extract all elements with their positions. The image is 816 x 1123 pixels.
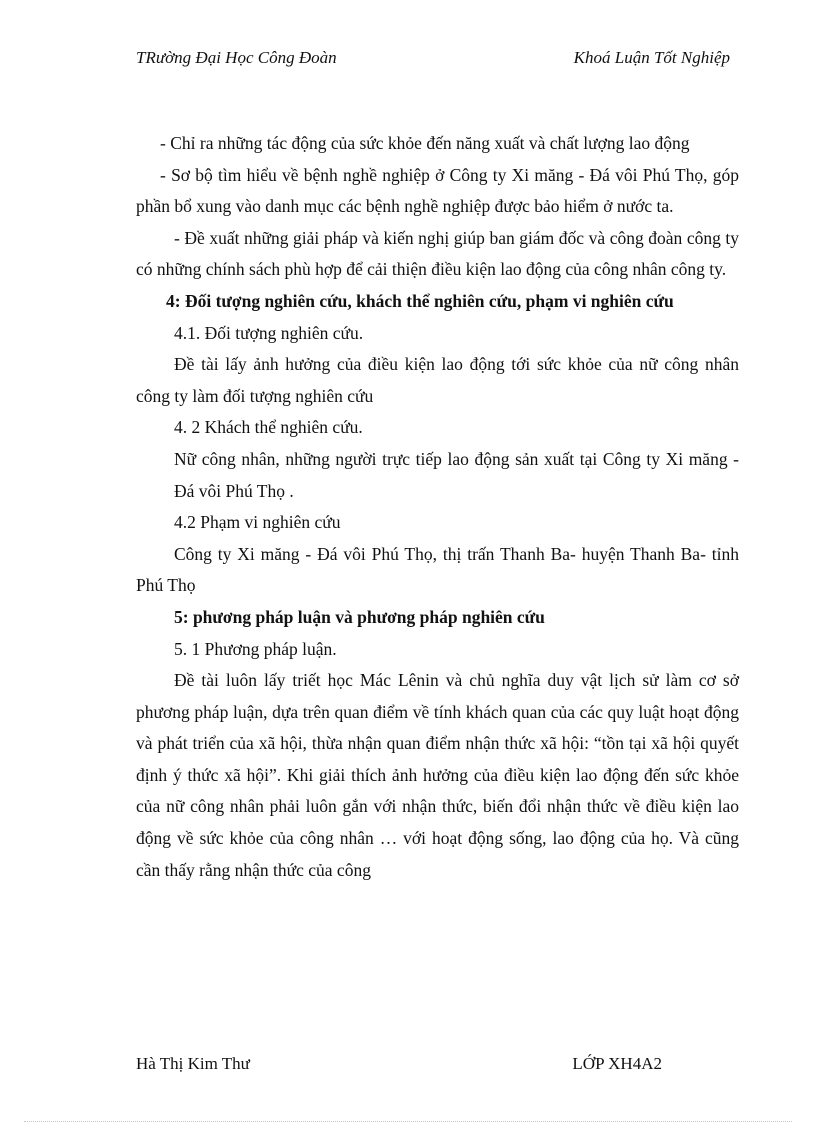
paragraph-4-1: Đề tài lấy ảnh hưởng của điều kiện lao động tới sức khỏe của nữ công nhân công ty làm đối tượng nghiên cứu bbox=[136, 354, 739, 406]
paragraph-proposals: - Đề xuất những giải pháp và kiến nghị giúp ban giám đốc và công đoàn công ty có những chính sách phù hợp để cải thiện điều kiện lao động của công nhân công ty. bbox=[136, 227, 739, 280]
page-footer bbox=[136, 1054, 662, 1078]
section-heading-4: 4: Đối tượng nghiên cứu, khách thể nghiên cứu, phạm vi nghiên cứu bbox=[166, 290, 674, 311]
subsection-4-1: 4.1. Đối tượng nghiên cứu. bbox=[174, 322, 364, 343]
subsection-4-2-scope: 4.2 Phạm vi nghiên cứu bbox=[174, 512, 341, 533]
page-header bbox=[136, 48, 730, 72]
subsection-5-1: 5. 1 Phương pháp luận. bbox=[174, 638, 337, 659]
paragraph-4-2-object: Nữ công nhân, những người trực tiếp lao động sản xuất tại Công ty Xi măng - Đá vôi Phú Thọ . bbox=[174, 448, 739, 501]
page-bottom-divider bbox=[24, 1121, 792, 1122]
paragraph-occupational-disease: - Sơ bộ tìm hiểu về bệnh nghề nghiệp ở Công ty Xi măng - Đá vôi Phú Thọ, góp phần bổ xung vào danh mục các bệnh nghề nghiệp được bảo hiểm ở nước ta. bbox=[136, 164, 739, 217]
header-university: TRường Đại Học Công Đoàn bbox=[136, 48, 337, 67]
paragraph-5-1: Đề tài luôn lấy triết học Mác Lênin và chủ nghĩa duy vật lịch sử làm cơ sở phương pháp luận, dựa trên quan điểm về tính khách quan của các quy luật hoạt động và phát triển của xã hội, thừa nhận quan điểm nhận thức xã hội: “tồn tại xã hội quyết định ý thức xã hội”. Khi giải thích ảnh hưởng của điều kiện lao động đến sức khỏe của nữ công nhân phải luôn gắn với nhận thức, biến đổi nhận thức về điều kiện lao động về sức khỏe của công nhân … với hoạt động sống, lao động của họ. Và cũng cần thấy rằng nhận thức của công bbox=[136, 670, 739, 880]
footer-class: LỚP XH4A2 bbox=[572, 1054, 662, 1073]
footer-author: Hà Thị Kim Thư bbox=[136, 1054, 250, 1073]
subsection-4-2-object: 4. 2 Khách thể nghiên cứu. bbox=[174, 417, 363, 438]
paragraph-4-2-scope: Công ty Xi măng - Đá vôi Phú Thọ, thị trấn Thanh Ba- huyện Thanh Ba- tỉnh Phú Thọ bbox=[136, 543, 739, 596]
document-body bbox=[136, 128, 739, 886]
paragraph-impact-productivity: - Chỉ ra những tác động của sức khỏe đến năng xuất và chất lượng lao động bbox=[160, 133, 690, 153]
header-thesis-title: Khoá Luận Tốt Nghiệp bbox=[573, 48, 730, 67]
section-heading-5: 5: phương pháp luận và phương pháp nghiên cứu bbox=[174, 606, 545, 627]
